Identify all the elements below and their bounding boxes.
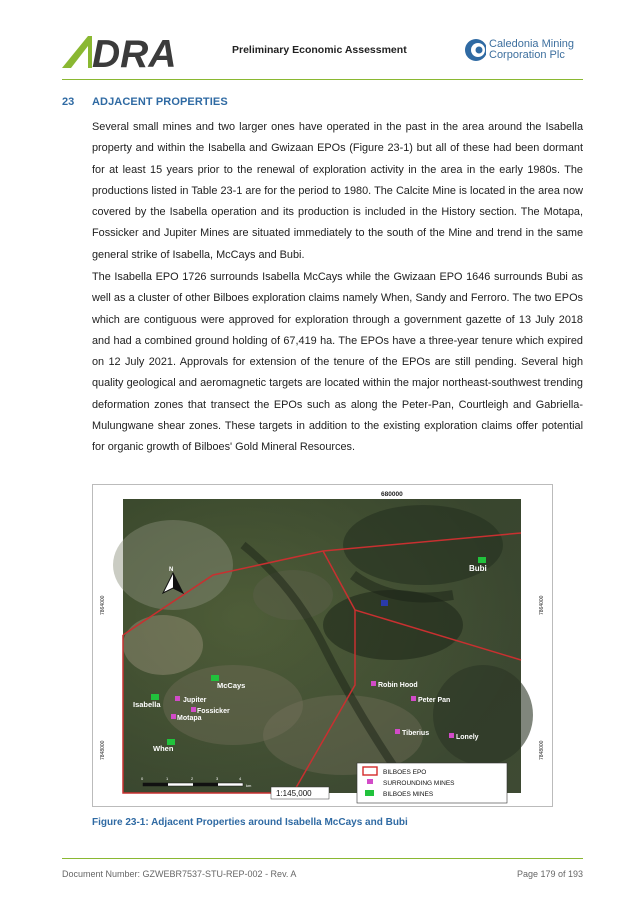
caledonia-logo [464,38,486,67]
legend-swatch-bilboes [365,790,374,796]
page-number: Page 179 of 193 [516,869,583,879]
place-label: Tiberius [402,730,430,737]
caledonia-logo-text [489,39,574,61]
scale-tick: 0 [141,776,144,781]
adjacent-properties-map [92,484,553,807]
page-header [0,0,644,80]
legend-label: BILBOES EPO [383,769,427,776]
legend-swatch-surrounding [367,779,373,784]
place-label: McCays [217,681,246,690]
legend-label: BILBOES MINES [383,791,434,798]
north-label: N [169,567,174,573]
caledonia-line-2: Corporation Plc [489,49,565,61]
grid-label-left-top: 7864000 [100,595,106,615]
section-number: 23 [62,96,75,108]
legend-label: SURROUNDING MINES [383,780,455,787]
grid-label-right-top: 7864000 [539,595,545,615]
place-label: When [153,744,174,753]
place-label: Robin Hood [378,682,418,689]
grid-label-right-bottom: 7848000 [539,740,545,760]
place-label: Isabella [133,700,161,709]
place-label: Lonely [456,734,479,741]
place-label: Bubi [469,564,487,573]
scale-tick: 1 [166,776,169,781]
scale-ratio: 1:145,000 [276,789,312,798]
figure-caption: Figure 23-1: Adjacent Properties around Isabella McCays and Bubi [92,817,408,828]
body-paragraph-1: Several small mines and two larger ones have operated in the past in the area around the Isabella property and within the Isabella and Gwizaan EPOs (Figure 23-1) but all of these had been dormant for at least 15 years prior to the renewal of exploration activity in the area in the early 1980s. The productions listed in Table 23-1 are for the period to 1980. The Calcite Mine is located in the area now covered by the Isabella operation and its production is included in the History section. The Motapa, Fossicker and Jupiter Mines are situated immediately to the south of the Mine and trend in the same general strike of Isabella, McCays and Bubi. [92,121,583,261]
place-label: Motapa [177,715,202,722]
header-divider [62,79,583,80]
grid-label-left-bottom: 7848000 [100,740,106,760]
scale-tick: km [246,783,252,788]
dra-logo-text: DRA [92,34,177,70]
scale-tick: 4 [239,776,242,781]
scale-tick: 2 [191,776,194,781]
document-number: Document Number: GZWEBR7537-STU-REP-002 - Rev. A [62,869,297,879]
section-title: ADJACENT PROPERTIES [92,96,228,108]
mine-marker-robin-hood [371,681,418,689]
dra-logo [62,34,196,75]
document-header-title: Preliminary Economic Assessment [232,44,407,56]
body-paragraph-2: The Isabella EPO 1726 surrounds Isabella McCays while the Gwizaan EPO 1646 surrounds Bubi as well as a cluster of other Bilboes exploration claims namely When, Sandy and Ferroro. The two EPOs which are contiguous were approved for exploration through a government gazette of 13 July 2018 and had a combined ground holding of 67,419 ha. The EPOs have a three-year tenure which expired on 12 July 2021. Approvals for extension of the tenure of the EPOs are still pending. Several high quality geological and aeromagnetic targets are located within the major northeast-southwest trending deformation zones that transect the EPOs such as along the Peter-Pan, Courtleigh and Gabriella-Mulungwane shear zones. These targets in addition to the existing exploration claims offer potential for organic growth of Bilboes' Gold Mineral Resources. [92,271,583,454]
grid-label-top: 680000 [381,491,403,498]
scale-tick: 3 [216,776,219,781]
footer-divider [62,858,583,859]
place-label: Fossicker [197,708,230,715]
mine-marker-fossicker [191,707,230,715]
map-legend [357,763,507,803]
place-label: Peter Pan [418,697,451,704]
blue-marker [381,600,388,606]
caledonia-line-1: Caledonia Mining [489,38,574,50]
place-label: Jupiter [183,697,207,704]
